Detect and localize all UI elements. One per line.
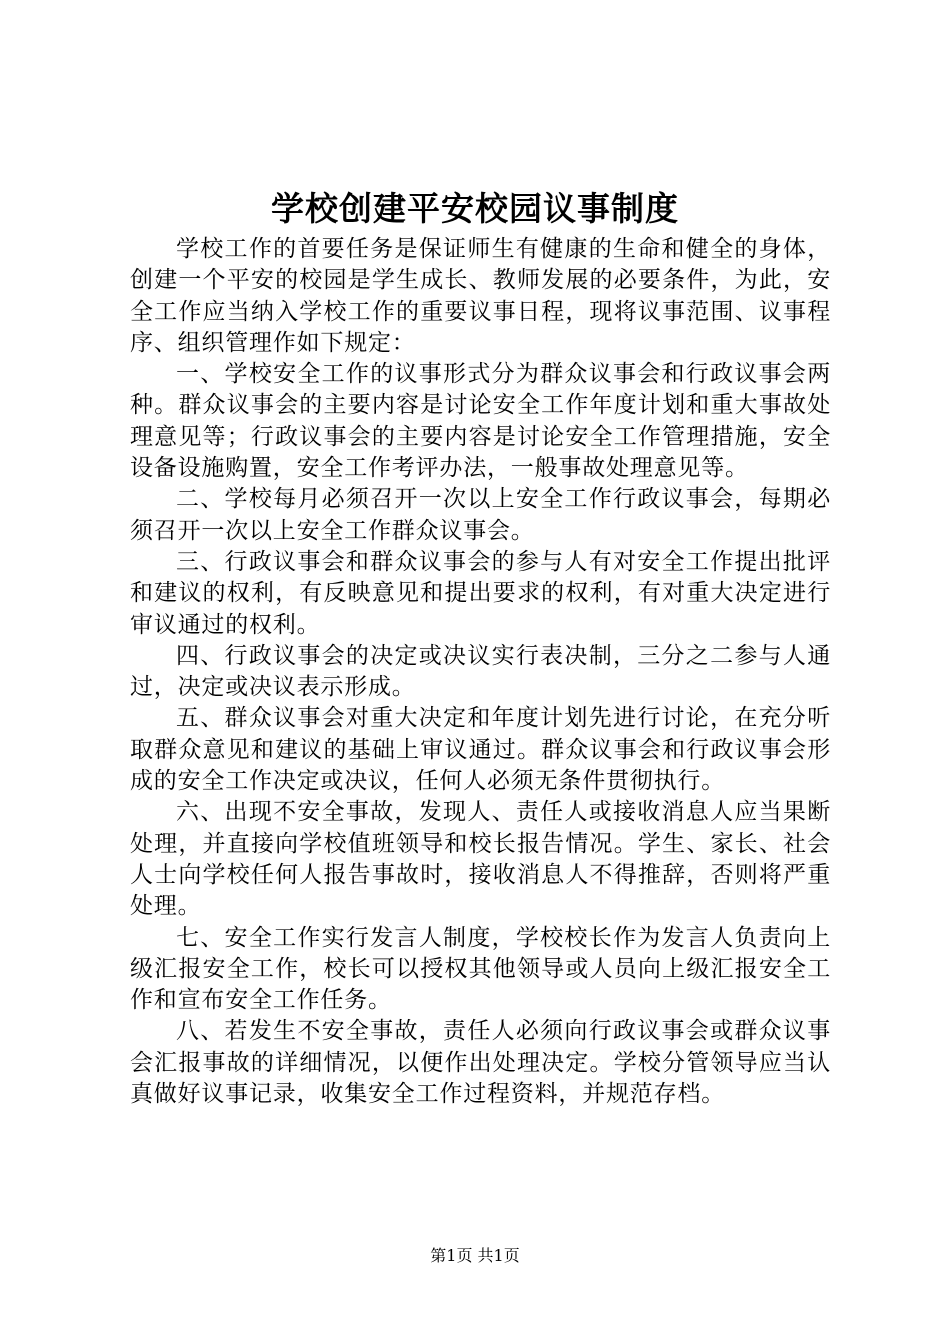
page-footer: 第1页 共1页 [430,1246,520,1265]
paragraph-item-6: 六、出现不安全事故，发现人、责任人或接收消息人应当果断处理，并直接向学校值班领导和校长报告情况。学生、家长、社会人士向学校任何人报告事故时，接收消息人不得推辞，否则将严重处理。 [130,799,831,920]
paragraph-item-2: 二、学校每月必须召开一次以上安全工作行政议事会，每期必须召开一次以上安全工作群众议事会。 [130,486,831,544]
paragraph-item-8: 八、若发生不安全事故，责任人必须向行政议事会或群众议事会汇报事故的详细情况，以便作出处理决定。学校分管领导应当认真做好议事记录，收集安全工作过程资料，并规范存档。 [130,1018,831,1108]
paragraph-item-7: 七、安全工作实行发言人制度，学校校长作为发言人负责向上级汇报安全工作，校长可以授权其他领导或人员向上级汇报安全工作和宣布安全工作任务。 [130,924,831,1014]
paragraph-item-3: 三、行政议事会和群众议事会的参与人有对安全工作提出批评和建议的权利，有反映意见和提出要求的权利，有对重大决定进行审议通过的权利。 [130,548,831,638]
paragraph-item-1: 一、学校安全工作的议事形式分为群众议事会和行政议事会两种。群众议事会的主要内容是讨论安全工作年度计划和重大事故处理意见等；行政议事会的主要内容是讨论安全工作管理措施，安全设备设施购置，安全工作考评办法，一般事故处理意见等。 [130,361,831,482]
paragraph-intro: 学校工作的首要任务是保证师生有健康的生命和健全的身体，创建一个平安的校园是学生成长、教师发展的必要条件，为此，安全工作应当纳入学校工作的重要议事日程，现将议事范围、议事程序、组织管理作如下规定： [130,236,831,356]
document-body [130,234,831,1110]
document-title: 学校创建平安校园议事制度 [271,189,679,228]
paragraph-item-5: 五、群众议事会对重大决定和年度计划先进行讨论，在充分听取群众意见和建议的基础上审议通过。群众议事会和行政议事会形成的安全工作决定或决议，任何人必须无条件贯彻执行。 [130,705,831,795]
paragraph-item-4: 四、行政议事会的决定或决议实行表决制，三分之二参与人通过，决定或决议表示形成。 [130,642,831,701]
